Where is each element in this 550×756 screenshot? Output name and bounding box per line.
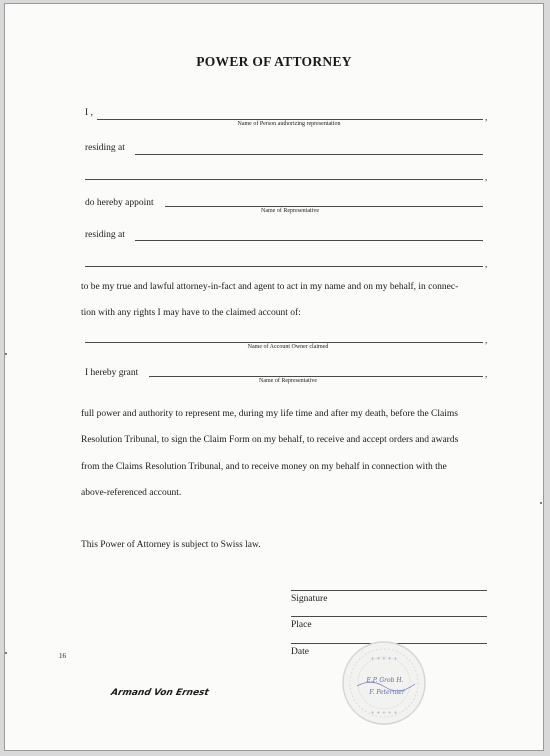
address-field-1b[interactable] [85, 179, 483, 180]
account-owner-field[interactable] [85, 342, 483, 343]
appoint-label: do hereby appoint [85, 198, 154, 208]
representative-field-2[interactable] [149, 376, 483, 377]
scan-speck [540, 502, 542, 504]
scan-speck [5, 353, 7, 355]
svg-text:+ + + + +: + + + + + [370, 656, 398, 662]
address-field-2a[interactable] [135, 240, 483, 241]
law-statement: This Power of Attorney is subject to Swiss law. [81, 540, 261, 550]
comma: , [485, 335, 488, 345]
page-number: 16 [59, 652, 66, 660]
paragraph-line: Resolution Tribunal, to sign the Claim Form on my behalf, to receive and accept orders and awards [81, 435, 459, 445]
comma: , [485, 172, 488, 182]
representative-caption: Name of Representative [261, 208, 319, 214]
address-field-1a[interactable] [135, 154, 483, 155]
document-title: POWER OF ATTORNEY [196, 54, 352, 69]
signature-label: Signature [291, 594, 328, 604]
paragraph-line: tion with any rights I may have to the claimed account of: [81, 308, 301, 318]
seal-signature-1: E.P. Grob H. [366, 677, 404, 684]
comma: , [485, 259, 488, 269]
comma: , [485, 369, 488, 379]
paragraph-line: from the Claims Resolution Tribunal, and to receive money on my behalf in connection with the [81, 462, 447, 472]
place-label: Place [291, 620, 312, 630]
representative-field-1[interactable] [165, 206, 483, 207]
address-field-2b[interactable] [85, 266, 483, 267]
signature-line[interactable] [291, 590, 487, 591]
person-name-field[interactable] [97, 119, 483, 120]
seal-signature-2: F. Peternier [369, 689, 405, 696]
scan-speck [5, 652, 7, 654]
person-caption: Name of Person authorizing representation [237, 121, 341, 127]
account-owner-caption: Name of Account Owner claimed [247, 344, 329, 350]
document-page [4, 3, 544, 751]
svg-text:+ + + + +: + + + + + [370, 710, 398, 716]
paragraph-line: full power and authority to represent me, during my life time and after my death, before the Claims [81, 409, 458, 419]
paragraph-line: to be my true and lawful attorney-in-fact and agent to act in my name and on my behalf, in connec- [81, 282, 459, 292]
embossed-seal-icon [341, 640, 427, 726]
grant-label: I hereby grant [85, 368, 139, 378]
place-line[interactable] [291, 616, 487, 617]
representative-caption: Name of Representative [259, 378, 317, 384]
comma: , [485, 112, 488, 122]
residing-label: residing at [85, 230, 125, 240]
i-label: I , [85, 108, 93, 118]
handwritten-name: Armand Von Ernest [109, 688, 210, 698]
date-label: Date [291, 647, 309, 657]
paragraph-line: above-referenced account. [81, 488, 182, 498]
residing-label: residing at [85, 143, 125, 153]
